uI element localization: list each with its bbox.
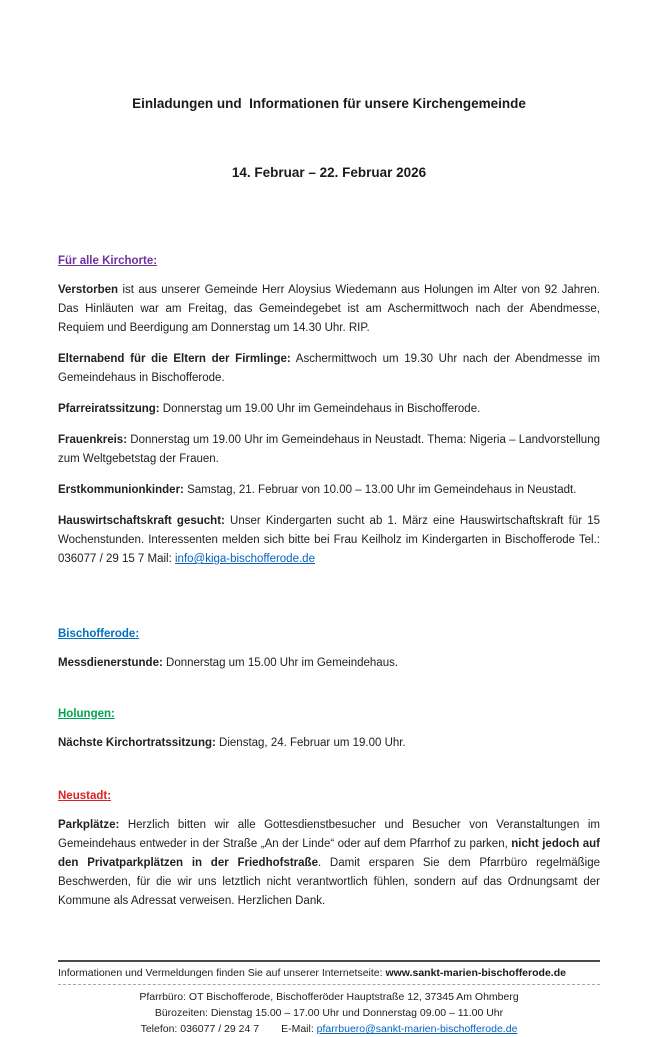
paragraph-bold-emphasis: nicht jedoch auf den Privatparkplätzen in der Friedhofstraße [58,838,601,869]
paragraph-lead: Erstkommunionkinder: [58,484,184,496]
paragraph-verstorben [58,281,600,338]
footer-address-line: Pfarrbüro: OT Bischofferode, Bischofferöder Hauptstraße 12, 37345 Am Ohmberg [139,991,519,1003]
paragraph-elternabend [58,350,600,388]
footer-website-url: www.sankt-marien-bischofferode.de [385,967,566,979]
paragraph-lead: Parkplätze: [58,819,120,831]
paragraph-body: Donnerstag um 19.00 Uhr im Gemeindehaus in Neustadt. Thema: Nigeria – Landvorstellung zum Weltgebetstag der Frauen. [58,434,600,465]
page-title-line2: 14. Februar – 22. Februar 2026 [231,165,427,180]
paragraph-body: Aschermittwoch um 19.30 Uhr nach der Abendmesse im Gemeindehaus in Bischofferode. [58,353,601,384]
paragraph-body: . Damit ersparen Sie dem Pfarrbüro regelmäßige Beschwerden, für die wir uns letztlich nicht verantwortlich fühlen, sondern auf das Ordnungsamt der Kommune als Adressat verweisen. Herzlichen Dank. [58,857,600,907]
paragraph-parkplaetze [58,816,600,911]
footer-info-text: Informationen und Vermeldungen finden Sie auf unserer Internetseite: [58,967,386,979]
paragraph-lead: Frauenkreis: [58,434,128,446]
paragraph-pfarreiratssitzung [58,400,600,419]
paragraph-body: Dienstag, 24. Februar um 19.00 Uhr. [215,737,406,749]
paragraph-lead: Nächste Kirchortratssitzung: [58,737,216,749]
paragraph-body: Donnerstag um 19.00 Uhr im Gemeindehaus in Bischofferode. [159,403,481,415]
kiga-email-link[interactable]: info@kiga-bischofferode.de [175,553,315,565]
paragraph-kirchortratssitzung [58,734,600,753]
paragraph-hauswirtschaftskraft [58,512,600,569]
pfarrbuero-email-link[interactable]: pfarrbuero@sankt-marien-bischofferode.de [316,1023,518,1035]
footer-phone-email-line [58,1021,600,1037]
section-heading-bischofferode: Bischofferode: [58,628,140,640]
footer-hours-line: Bürozeiten: Dienstag 15.00 – 17.00 Uhr und Donnerstag 09.00 – 11.00 Uhr [154,1007,504,1019]
page-title-line1: Einladungen und Informationen für unsere Kirchengemeinde [132,96,526,111]
paragraph-body: ist aus unserer Gemeinde Herr Aloysius Wiedemann aus Holungen im Alter von 92 Jahren. Das Hinläuten war am Freitag, das Gemeindegebet ist am Aschermittwoch nach der Abendmesse, Requiem und Beerdigung am Donnerstag um 14.30 Uhr. RIP. [58,284,600,334]
footer-email-label: E-Mail: [281,1023,317,1035]
paragraph-lead: Verstorben [58,284,119,296]
paragraph-lead: Pfarreiratssitzung: [58,403,160,415]
section-heading-holungen: Holungen: [58,708,115,720]
page-footer [58,960,600,1037]
footer-phone: Telefon: 036077 / 29 24 7 [140,1023,260,1035]
paragraph-body: Donnerstag um 15.00 Uhr im Gemeindehaus. [162,657,399,669]
paragraph-erstkommunionkinder [58,481,600,500]
paragraph-frauenkreis [58,431,600,469]
page-title [58,46,600,230]
footer-contact-block [58,985,600,1037]
section-heading-neustadt: Neustadt: [58,790,112,802]
paragraph-body: Unser Kindergarten sucht ab 1. März eine Hauswirtschaftskraft für 15 Wochenstunden. Interessenten melden sich bitte bei Frau Keilholz im Kindergarten in Bischofferode Tel.: 036077 / 29 15 7 Mail: [58,515,601,565]
paragraph-messdienerstunde [58,654,600,673]
footer-info-line [58,962,600,985]
section-heading-all-kirchorte: Für alle Kirchorte: [58,255,158,267]
paragraph-lead: Messdienerstunde: [58,657,163,669]
paragraph-body: Herzlich bitten wir alle Gottesdienstbesucher und Besucher von Veranstaltungen im Gemeindehaus entweder in der Straße „An der Linde“ oder auf dem Pfarrhof zu parken, [58,819,600,850]
paragraph-lead: Elternabend für die Eltern der Firmlinge: [58,353,291,365]
paragraph-body: Samstag, 21. Februar von 10.00 – 13.00 Uhr im Gemeindehaus in Neustadt. [183,484,577,496]
paragraph-lead: Hauswirtschaftskraft gesucht: [58,515,225,527]
